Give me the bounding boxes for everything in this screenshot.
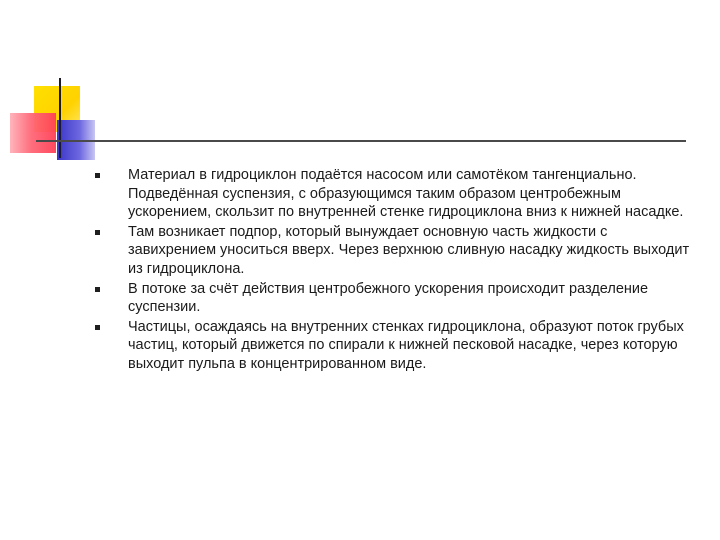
decor-red-square xyxy=(10,113,56,153)
bullet-item xyxy=(95,166,695,222)
bullet-text: Материал в гидроциклон подаётся насосом или самотёком тангенциально. Подведённая суспензия, с образующимся таким образом центробежным ускорением, скользит по внутренней стенке гидроциклона вниз к нижней насадке. xyxy=(128,167,684,221)
square-bullet-icon xyxy=(95,325,100,330)
bullet-text: Там возникает подпор, который вынуждает основную часть жидкости с завихрением уноситься вверх. Через верхнюю сливную насадку жидкость выходит из гидроциклона. xyxy=(128,223,690,277)
bullet-item xyxy=(95,223,695,279)
bullet-item xyxy=(95,280,695,317)
bullet-item xyxy=(95,318,695,374)
square-bullet-icon xyxy=(95,230,100,235)
bullet-text: В потоке за счёт действия центробежного ускорения происходит разделение суспензии. xyxy=(128,280,649,316)
square-bullet-icon xyxy=(95,287,100,292)
title-divider-line xyxy=(36,140,686,142)
bullet-list xyxy=(95,166,695,375)
bullet-text: Частицы, осаждаясь на внутренних стенках гидроциклона, образуют поток грубых частиц, который движется по спирали к нижней песковой насадке, через которую выходит пульпа в концентрированном виде. xyxy=(128,318,684,372)
square-bullet-icon xyxy=(95,173,100,178)
decor-vertical-line xyxy=(59,78,61,158)
